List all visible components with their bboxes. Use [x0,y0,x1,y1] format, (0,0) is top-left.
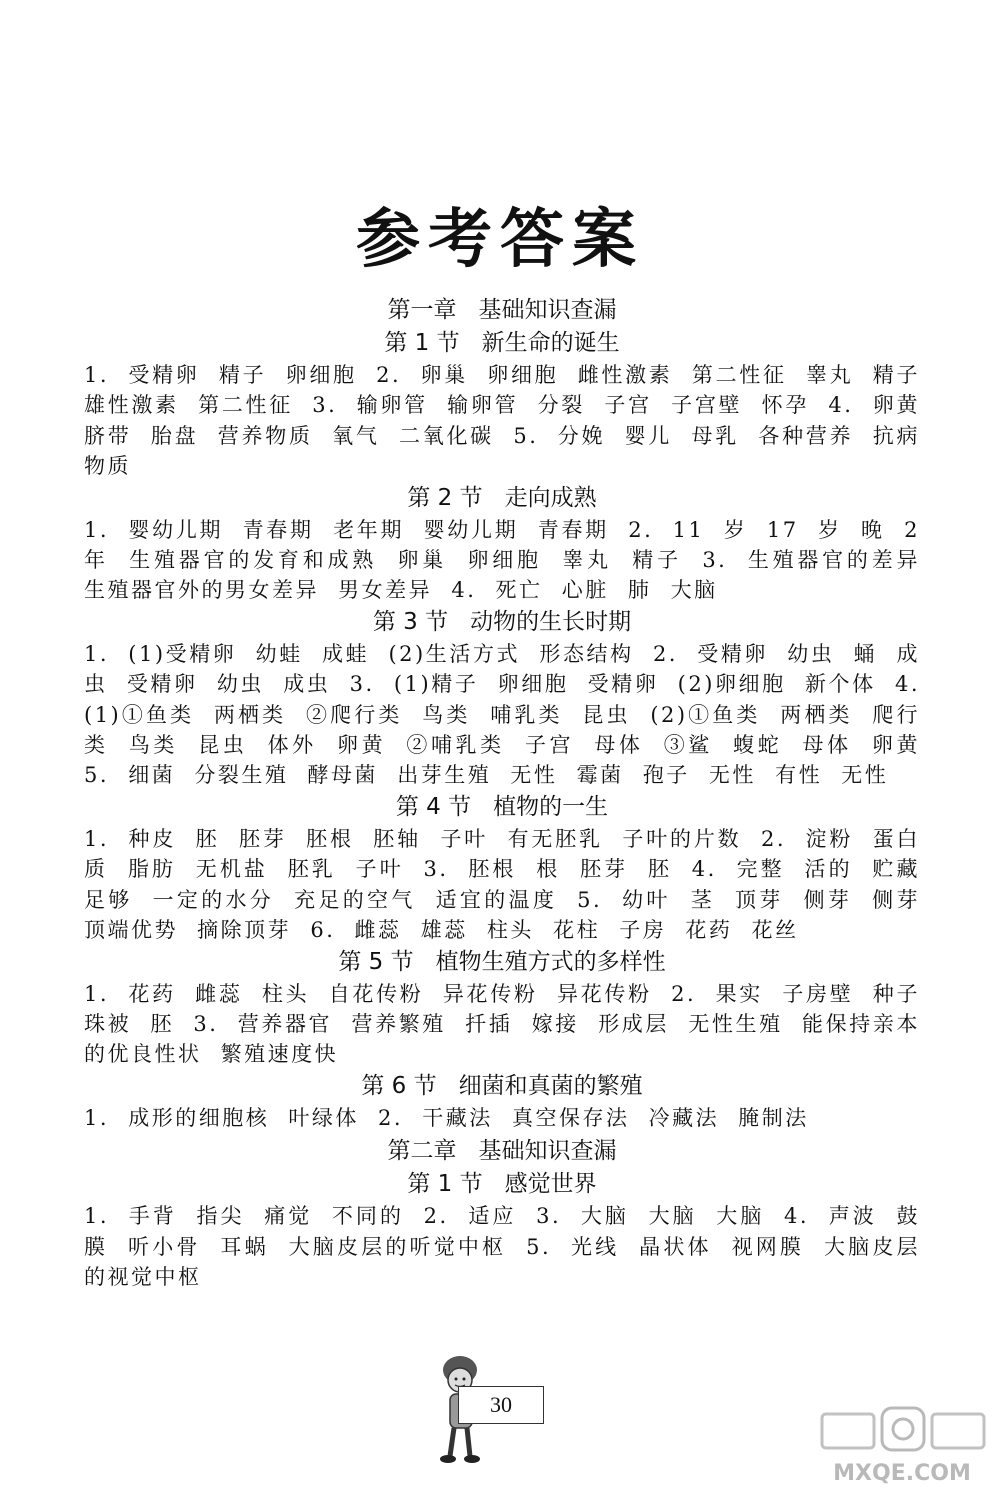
chapter-number: 第一章 [387,297,457,323]
section-title: 新生命的诞生 [481,330,620,356]
section-number: 第 3 节 [372,608,449,635]
section-number: 第 1 节 [407,1171,483,1198]
chapter-title: 基础知识查漏 [478,297,617,323]
answer-content [84,292,920,1292]
section-answers: 1. 种皮 胚 胚芽 胚根 胚轴 子叶 有无胚乳 子叶的片数 2. 淀粉 蛋白质 脂肪 无机盐 胚乳 子叶 3. 胚根 根 胚芽 胚 4. 完整 活的 贮藏足够 一定的水分 充足的空气 适宜的温度 5. 幼叶 茎 顶芽 侧芽 侧芽 顶端优势 摘除顶芽 6. 雌蕊 雄蕊 柱头 花柱 子房 花药 花丝 [84,826,920,943]
watermark-logo-icon [812,1402,992,1492]
section-title: 植物的一生 [493,793,609,820]
section-title: 感觉世界 [504,1171,597,1198]
page-title: 参考答案 [356,202,644,277]
section-heading [84,1168,920,1201]
chapter-number: 第二章 [387,1138,457,1165]
section-heading [84,791,920,824]
watermark-logo [812,1402,992,1492]
section-title: 动物的生长时期 [470,608,632,635]
section-title: 植物生殖方式的多样性 [435,948,666,975]
section-answers: 1. 受精卵 精子 卵细胞 2. 卵巢 卵细胞 雌性激素 第二性征 睾丸 精子 雄性激素 第二性征 3. 输卵管 输卵管 分裂 子宫 子宫壁 怀孕 4. 卵黄 脐带 胎盘 营养物质 氧气 二氧化碳 5. 分娩 婴儿 母乳 各种营养 抗病物质 [84,363,920,479]
section-number: 第 1 节 [384,330,460,356]
chapter-heading [84,294,920,327]
section-answers: 1. (1)受精卵 幼蛙 成蛙 (2)生活方式 形态结构 2. 受精卵 幼虫 蛹 成虫 受精卵 幼虫 成虫 3. (1)精子 卵细胞 受精卵 (2)卵细胞 新个体 4. (1)①鱼类 两栖类 ②爬行类 鸟类 哺乳类 昆虫 (2)①鱼类 两栖类 爬行类 鸟类 昆虫 体外 卵黄 ②哺乳类 子宫 母体 ③鲨 蝮蛇 母体 卵黄 5. 细菌 分裂生殖 酵母菌 出芽生殖 无性 霉菌 孢子 无性 有性 无性 [84,641,920,788]
section-heading [84,1070,920,1103]
section-answers: 1. 成形的细胞核 叶绿体 2. 干藏法 真空保存法 冷藏法 腌制法 [84,1105,809,1130]
section-number: 第 6 节 [361,1072,437,1099]
section-heading [84,606,920,639]
chapter-title: 基础知识查漏 [478,1138,617,1165]
section-answers: 1. 婴幼儿期 青春期 老年期 婴幼儿期 青春期 2. 11 岁 17 岁 晚 2 年 生殖器官的发育和成熟 卵巢 卵细胞 睾丸 精子 3. 生殖器官的差异 生殖器官外的男女差异 男女差异 4. 死亡 心脏 肺 大脑 [84,517,920,603]
watermark-text: MXQE.COM [833,1461,971,1486]
section-title: 走向成熟 [504,484,597,511]
page-footer [430,1352,560,1472]
page-number: 30 [458,1386,544,1424]
section-heading [84,482,920,515]
section-answers: 1. 手背 指尖 痛觉 不同的 2. 适应 3. 大脑 大脑 大脑 4. 声波 鼓膜 听小骨 耳蜗 大脑皮层的听觉中枢 5. 光线 晶状体 视网膜 大脑皮层的视觉中枢 [84,1204,920,1289]
section-answers: 1. 花药 雌蕊 柱头 自花传粉 异花传粉 异花传粉 2. 果实 子房壁 种子 珠被 胚 3. 营养器官 营养繁殖 扦插 嫁接 形成层 无性生殖 能保持亲本的优良性状 繁殖速度快 [84,981,920,1067]
section-number: 第 2 节 [407,484,483,511]
section-heading [84,327,920,360]
section-title: 细菌和真菌的繁殖 [458,1072,643,1099]
chapter-heading [84,1135,920,1168]
section-number: 第 4 节 [395,793,472,820]
section-number: 第 5 节 [338,948,414,975]
section-heading [84,946,920,979]
